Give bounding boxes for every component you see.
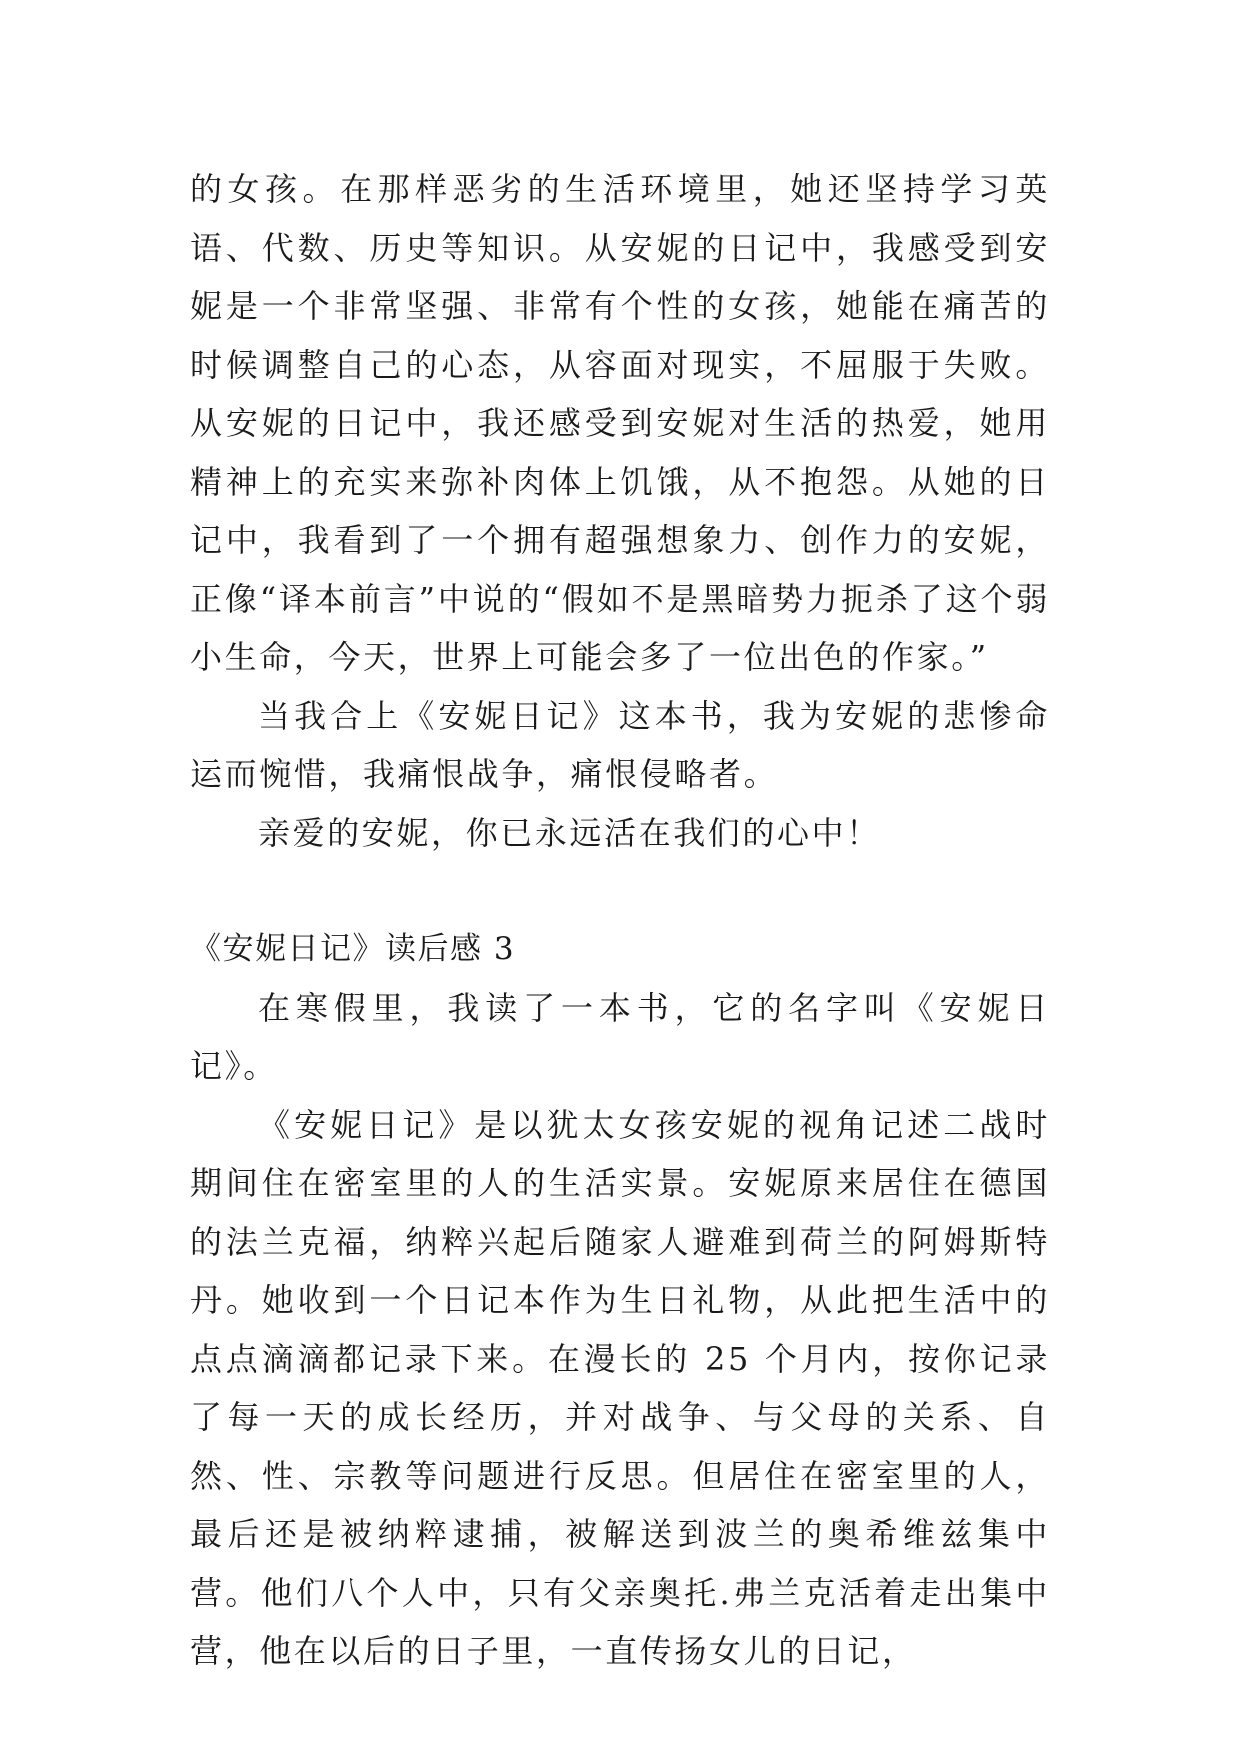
- document-body: [190, 160, 1050, 1681]
- paragraph-summary: 《安妮日记》是以犹太女孩安妮的视角记述二战时期间住在密室里的人的生活实景。安妮原来居住在德国的法兰克福，纳粹兴起后随家人避难到荷兰的阿姆斯特丹。她收到一个日记本作为生日礼物，从此把生活中的点点滴滴都记录下来。在漫长的 25 个月内，按你记录了每一天的成长经历，并对战争、与父母的关系、自然、性、宗教等问题进行反思。但居住在密室里的人，最后还是被纳粹逮捕，被解送到波兰的奥希维兹集中营。他们八个人中，只有父亲奥托.弗兰克活着走出集中营，他在以后的日子里，一直传扬女儿的日记，: [190, 1105, 1050, 1670]
- paragraph-intro: 在寒假里，我读了一本书，它的名字叫《安妮日记》。: [190, 988, 1050, 1085]
- section-title: 《安妮日记》读后感 3: [190, 931, 516, 967]
- paragraph-closing-line: 亲爱的安妮，你已永远活在我们的心中！: [258, 813, 881, 852]
- paragraph-continuation: 的女孩。在那样恶劣的生活环境里，她还坚持学习英语、代数、历史等知识。从安妮的日记中，我感受到安妮是一个非常坚强、非常有个性的女孩，她能在痛苦的时候调整自己的心态，从容面对现实，不屈服于失败。从安妮的日记中，我还感受到安妮对生活的热爱，她用精神上的充实来弥补肉体上饥饿，从不抱怨。从她的日记中，我看到了一个拥有超强想象力、创作力的安妮，正像“译本前言”中说的“假如不是黑暗势力扼杀了这个弱小生命，今天，世界上可能会多了一位出色的作家。”: [190, 170, 1050, 676]
- paragraph-closing-reflection: 当我合上《安妮日记》这本书，我为安妮的悲惨命运而惋惜，我痛恨战争，痛恨侵略者。: [190, 696, 1050, 793]
- section-gap: [190, 862, 1050, 920]
